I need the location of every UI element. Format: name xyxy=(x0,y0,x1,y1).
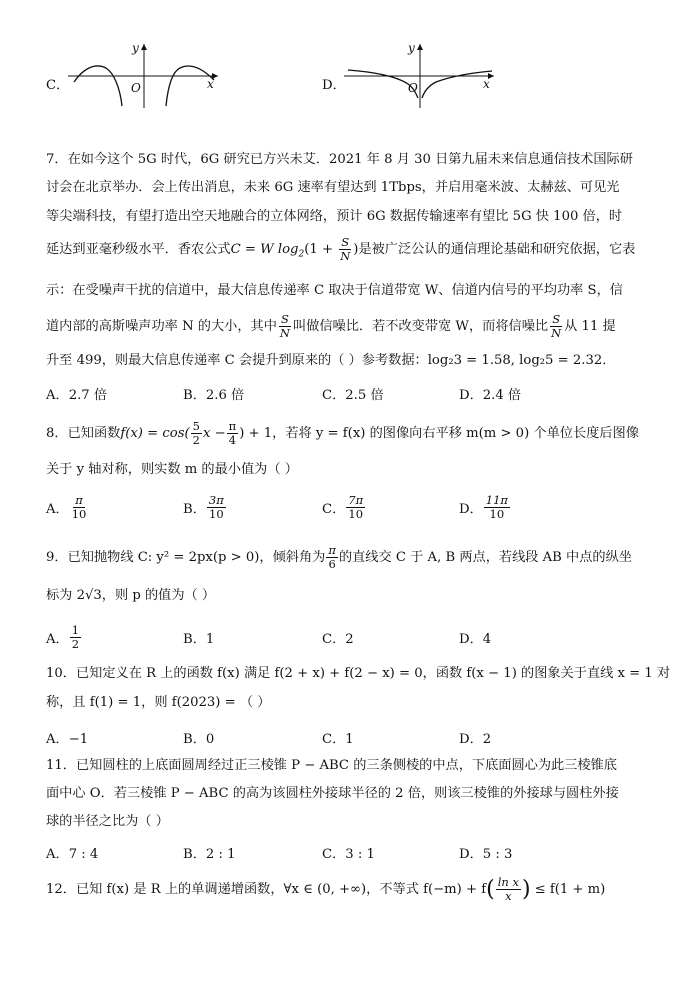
graph-d-x-label: x xyxy=(483,77,490,91)
graph-option-c xyxy=(68,40,228,110)
graph-c-y-label: y xyxy=(132,41,139,55)
q8-frac1-den: 2 xyxy=(192,433,200,447)
q8-option-b[interactable] xyxy=(183,494,227,521)
q9-frac-den: 6 xyxy=(328,557,336,571)
q9-option-a-frac xyxy=(70,624,81,651)
q8-function xyxy=(120,420,272,447)
graph-option-d xyxy=(344,40,504,110)
q8-option-c[interactable] xyxy=(322,494,366,521)
q8-option-d-frac xyxy=(484,494,510,521)
q8-line-1-suffix: ，若将 y = f(x) 的图像向右平移 m(m > 0) 个单位长度后图像 xyxy=(272,425,639,441)
q8-option-d[interactable] xyxy=(459,494,511,521)
q8-a-num: π xyxy=(75,493,83,507)
shannon-frac-num: S xyxy=(341,235,350,249)
q7-option-d[interactable]: D．2.4 倍 xyxy=(459,388,522,403)
q10-option-a[interactable]: A．−1 xyxy=(46,732,89,747)
q12-line-1 xyxy=(46,876,605,903)
q8-c-num: 7π xyxy=(348,493,364,507)
shannon-formula xyxy=(231,236,359,265)
shannon-formula-right: ) xyxy=(353,242,359,257)
q9-frac-num: π xyxy=(328,543,336,557)
q7-line-4-prefix: 延达到亚毫秒级水平．香农公式 xyxy=(46,242,231,258)
q9-option-a-label: A． xyxy=(46,632,69,647)
q9-a-den: 2 xyxy=(71,637,80,651)
q8-option-c-label: C． xyxy=(322,502,346,517)
q11-option-c[interactable]: C．3 : 1 xyxy=(322,847,375,862)
q9-line-1 xyxy=(46,544,632,571)
q7-line-7: 升至 499，则最大信息传递率 C 会提升到原来的（ ）参考数据：log₂3 = 1.58, log₂5 = 2.32． xyxy=(46,353,616,368)
snr-fraction-2 xyxy=(549,313,563,340)
q8-line-1 xyxy=(46,420,639,447)
q9-option-c[interactable]: C．2 xyxy=(322,632,354,647)
q8-line-1-prefix: 8．已知函数 xyxy=(46,425,121,441)
q7-option-a[interactable]: A．2.7 倍 xyxy=(46,388,108,403)
q12-line-1-suffix: ≤ f(1 + m) xyxy=(534,881,606,897)
q11-line-2: 面中心 O．若三棱锥 P − ABC 的高为该圆柱外接球半径的 2 倍，则该三棱锥的外接球与圆柱外接 xyxy=(46,786,619,801)
q7-line-6 xyxy=(46,313,616,340)
q10-option-c[interactable]: C．1 xyxy=(322,732,354,747)
q7-line-3: 等尖端科技，有望打造出空天地融合的立体网络，预计 6G 数据传输速率有望比 5G 快 100 倍，时 xyxy=(46,209,623,224)
snr2-den: N xyxy=(551,326,562,340)
q8-c-den: 10 xyxy=(348,507,364,521)
snr2-num: S xyxy=(552,312,561,326)
q7-line-4 xyxy=(46,236,635,265)
q11-option-d[interactable]: D．5 : 3 xyxy=(459,847,513,862)
graph-d-origin-label: O xyxy=(408,81,418,95)
q8-b-num: 3π xyxy=(208,493,224,507)
shannon-fraction xyxy=(338,236,352,263)
q9-a-num: 1 xyxy=(71,623,80,637)
shannon-formula-mid: (1 + xyxy=(304,242,334,257)
q8-a-den: 10 xyxy=(71,507,87,521)
q7-line-6-b: 叫做信噪比．若不改变带宽 W，而将信噪比 xyxy=(292,318,549,334)
shannon-log-base: 2 xyxy=(298,249,305,260)
shannon-formula-left: C = W log xyxy=(230,242,299,257)
q8-frac-pi-4 xyxy=(227,420,239,447)
q9-option-b[interactable]: B．1 xyxy=(183,632,215,647)
q8-d-num: 11π xyxy=(485,493,508,507)
q12-left-paren: ( xyxy=(486,876,495,902)
q9-line-1-prefix: 9．已知抛物线 C: y² = 2px(p > 0)，倾斜角为 xyxy=(46,549,326,565)
q7-line-6-a: 道内部的高斯噪声功率 N 的大小，其中 xyxy=(46,318,277,334)
q8-b-den: 10 xyxy=(209,507,224,521)
q11-line-1: 11．已知圆柱的上底面圆周经过正三棱锥 P − ABC 的三条侧棱的中点，下底面圆心为此三棱锥底 xyxy=(46,758,617,773)
q8-frac2-den: 4 xyxy=(228,433,237,447)
q10-option-d[interactable]: D．2 xyxy=(459,732,492,747)
graph-c-x-label: x xyxy=(207,77,214,91)
q8-formula-b: x − xyxy=(202,426,226,441)
q11-option-a[interactable]: A．7 : 4 xyxy=(46,847,99,862)
q11-option-b[interactable]: B．2 : 1 xyxy=(183,847,236,862)
q8-formula-a: f(x) = cos( xyxy=(120,426,190,441)
q9-option-d[interactable]: D．4 xyxy=(459,632,492,647)
q10-line-2: 称，且 f(1) = 1，则 f(2023) = （ ） xyxy=(46,695,271,710)
q12-right-paren: ) xyxy=(521,876,531,902)
q9-option-a[interactable] xyxy=(46,624,82,651)
q8-option-a[interactable] xyxy=(46,494,89,521)
q7-line-4-suffix: 是被广泛公认的通信理论基础和研究依据，它表 xyxy=(358,242,636,258)
q7-line-5: 示：在受噪声干扰的信道中，最大信息传递率 C 取决于信道带宽 W、信道内信号的平均功率 S，信 xyxy=(46,283,623,298)
q7-line-1: 7．在如今这个 5G 时代，6G 研究已方兴未艾．2021 年 8 月 30 日第九届未来信息通信技术国际研 xyxy=(46,152,633,167)
q12-line-1-prefix: 12．已知 f(x) 是 R 上的单调递增函数，∀x ∈ (0, +∞)，不等式 f(−m) + f xyxy=(46,881,487,897)
q8-frac-5-2 xyxy=(191,420,202,447)
q8-d-den: 10 xyxy=(489,507,505,521)
graph-d-y-label: y xyxy=(408,41,415,55)
q10-line-1: 10．已知定义在 R 上的函数 f(x) 满足 f(2 + x) + f(2 − x) = 0，函数 f(x − 1) 的图象关于直线 x = 1 对 xyxy=(46,666,671,681)
q8-frac1-num: 5 xyxy=(192,419,200,433)
option-d-label: D． xyxy=(322,78,346,93)
q9-line-1-suffix: 的直线交 C 于 A, B 两点，若线段 AB 中点的纵坐 xyxy=(338,549,632,565)
q8-option-a-frac xyxy=(70,494,89,521)
q8-frac2-num: π xyxy=(228,419,237,433)
q7-option-b[interactable]: B．2.6 倍 xyxy=(183,388,245,403)
q12-lnx-frac xyxy=(496,876,521,903)
q7-line-2: 讨会在北京举办．会上传出消息，未来 6G 速率有望达到 1Tbps，并启用毫米波、太赫兹、可见光 xyxy=(46,180,620,195)
q8-option-a-label: A． xyxy=(46,502,69,517)
q9-angle-frac xyxy=(326,544,338,571)
snr1-num: S xyxy=(281,312,289,326)
q8-option-b-label: B． xyxy=(183,502,206,517)
q8-option-d-label: D． xyxy=(459,502,483,517)
snr-fraction-1 xyxy=(278,313,292,340)
q12-frac-num: ln x xyxy=(497,875,519,889)
q8-option-c-frac xyxy=(346,494,365,521)
q12-frac-den: x xyxy=(505,889,512,903)
q7-option-c[interactable]: C．2.5 倍 xyxy=(322,388,384,403)
q8-option-b-frac xyxy=(207,494,226,521)
q10-option-b[interactable]: B．0 xyxy=(183,732,215,747)
q8-line-2: 关于 y 轴对称，则实数 m 的最小值为（ ） xyxy=(46,462,298,477)
snr1-den: N xyxy=(279,326,290,340)
shannon-frac-den: N xyxy=(340,249,351,263)
q11-line-3: 球的半径之比为（ ） xyxy=(46,814,169,829)
q8-formula-c: ) + 1 xyxy=(239,426,273,441)
q9-line-2: 标为 2√3，则 p 的值为（ ） xyxy=(46,588,216,603)
q7-line-6-c: 从 11 提 xyxy=(564,318,616,334)
option-c-label: C． xyxy=(46,78,70,93)
graph-c-origin-label: O xyxy=(131,81,141,95)
